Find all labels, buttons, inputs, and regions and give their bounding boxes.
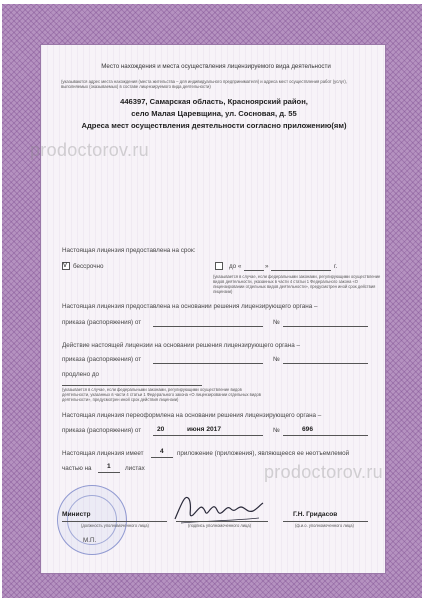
- unlimited-checkbox: [62, 262, 70, 270]
- appendix-text-4: листах: [125, 465, 145, 472]
- certificate-body: [40, 44, 386, 574]
- reissue-date-line: [153, 435, 263, 436]
- term-label: Настоящая лицензия предоставлена на срок:: [62, 247, 196, 254]
- action-number-line: [283, 363, 368, 364]
- basis-number-line: [283, 326, 368, 327]
- position-line: [62, 521, 167, 522]
- position-note: (должность уполномоченного лица): [81, 523, 149, 528]
- signatory-name: Г.Н. Гридасов: [293, 511, 338, 518]
- address-line-2: село Малая Царевщина, ул. Сосновая, д. 55: [131, 109, 297, 118]
- action-line-1: Действие настоящей лицензии на основании решения лицензирующего органа –: [62, 342, 300, 349]
- term-until-mid: »: [265, 263, 269, 270]
- action-line-2: приказа (распоряжения) от: [62, 356, 142, 363]
- name-note: (ф.и.о. уполномоченного лица): [295, 523, 354, 528]
- reissue-number-line: [283, 435, 368, 436]
- appendix-sheets-line: [98, 472, 120, 473]
- signature-note: (подпись уполномоченного лица): [188, 523, 252, 528]
- signature-line: [176, 521, 268, 522]
- certificate-sheet: [2, 4, 422, 598]
- name-line: [283, 521, 368, 522]
- check-mark: v: [63, 260, 67, 269]
- reissue-number-sign: №: [273, 427, 280, 434]
- action-date-line: [153, 363, 263, 364]
- until-day-line: [244, 270, 264, 271]
- until-checkbox: [215, 262, 223, 270]
- reissue-day: 20: [157, 426, 165, 433]
- reissue-month: июня 2017: [187, 426, 222, 433]
- signatory-position: Министр: [62, 511, 91, 518]
- appendix-text-1: Настоящая лицензия имеет: [62, 450, 144, 457]
- seal-place-label: М.П.: [83, 537, 97, 544]
- reissue-line-2: приказа (распоряжения) от: [62, 427, 142, 434]
- basis-line-1: Настоящая лицензия предоставлена на основании решения лицензирующего органа –: [62, 303, 318, 310]
- header-subtitle: (указываются адрес места нахождения (места жительства – для индивидуального предпринимателя) и адреса мест осуществления работ (услуг), выполняемых (оказываемых) в составе лицензируемого вида деятельности): [61, 79, 347, 89]
- action-number-sign: №: [273, 356, 280, 363]
- term-note: (указывается в случае, если федеральными законами, регулирующими осуществление видов деятельности, указанных в части 4 статьи 1 Федерального закона «О лицензировании отдельных видов деятельности», предусмотрен иной срок действия лицензии): [213, 274, 381, 294]
- address-line-3: Адреса мест осуществления деятельности согласно приложению(ям): [81, 121, 347, 130]
- appendix-count-line: [151, 457, 173, 458]
- action-note: (указывается в случае, если федеральными законами, регулирующими осуществление видов деятельности, указанных в части 4 статьи 1 Федерального закона «О лицензировании отдельных видов деятельности», предусмотрен иной срок действия лицензии): [62, 387, 261, 402]
- appendix-sheets: 1: [107, 463, 111, 470]
- reissue-number: 696: [302, 426, 314, 433]
- appendix-count: 4: [160, 448, 164, 455]
- basis-number-sign: №: [273, 319, 280, 326]
- action-extended: продлено до: [62, 371, 100, 378]
- action-extended-line: [62, 385, 202, 386]
- official-seal: [57, 485, 127, 555]
- address-line-1: 446397, Самарская область, Красноярский район,: [120, 97, 308, 106]
- basis-date-line: [153, 326, 263, 327]
- basis-line-2: приказа (распоряжения) от: [62, 319, 142, 326]
- appendix-text-3: частью на: [62, 465, 92, 472]
- appendix-text-2: приложение (приложения), являющееся ее неотъемлемой: [177, 450, 350, 457]
- until-month-line: [271, 270, 331, 271]
- header-title: Место нахождения и места осуществления лицензируемого вида деятельности: [101, 63, 331, 70]
- watermark-top: prodoctorov.ru: [30, 140, 149, 160]
- term-unlimited: бессрочно: [73, 263, 104, 270]
- term-until-label: до «: [229, 263, 242, 270]
- watermark-bottom: prodoctorov.ru: [264, 462, 383, 482]
- reissue-line-1: Настоящая лицензия переоформлена на основании решения лицензирующего органа –: [62, 412, 322, 419]
- term-until-year: г.: [334, 263, 338, 270]
